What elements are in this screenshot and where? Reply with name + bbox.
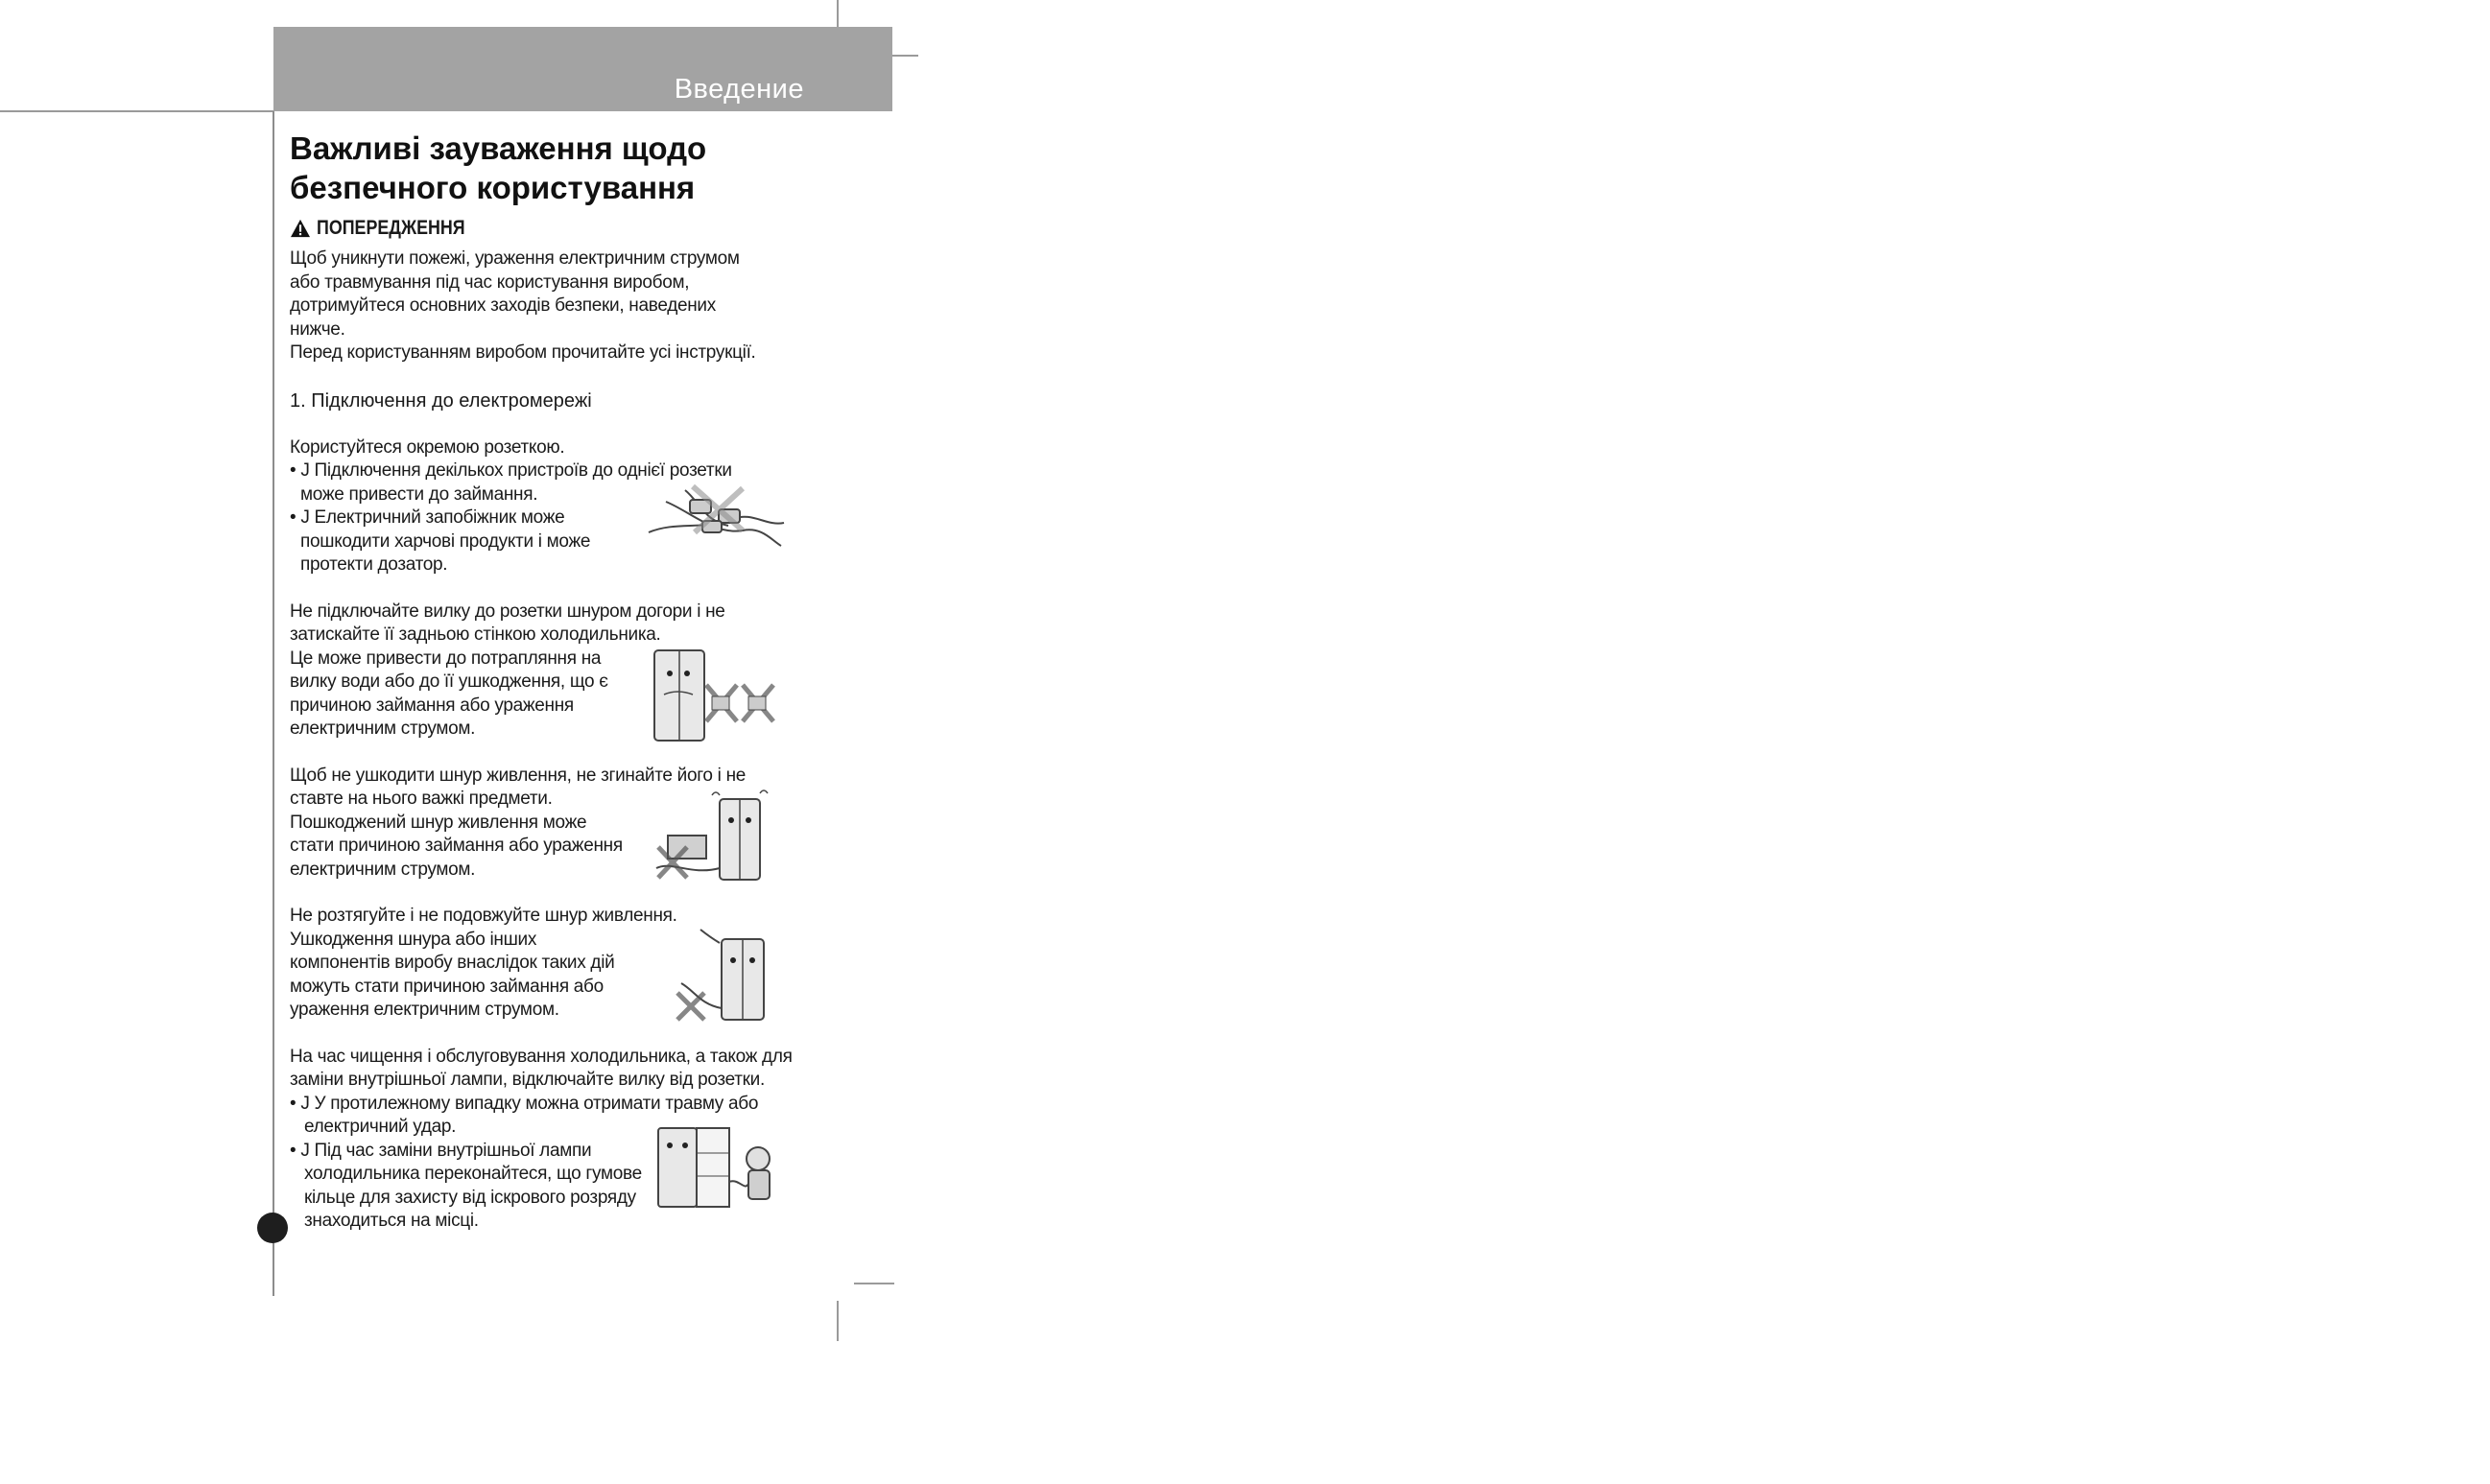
text-line: Не підключайте вилку до розетки шнуром догори і не [290, 601, 725, 622]
text-line: електричним струмом. [290, 859, 476, 880]
crop-mark [854, 1283, 894, 1284]
fridge-heavy-object-illustration [652, 788, 777, 883]
heading-line: Важливі зауваження щодо [290, 130, 707, 166]
safety-item-plug-position [290, 601, 798, 742]
text-line: можуть стати причиною займання або [290, 976, 604, 997]
bullet-line: • J Під час заміни внутрішньої лампи [290, 1140, 592, 1161]
fridge-pulled-cord-illustration [672, 926, 777, 1022]
text-line: компонентів виробу внаслідок таких дій [290, 953, 615, 973]
text-line: заміни внутрішньої лампи, відключайте вилку від розетки. [290, 1070, 765, 1090]
crop-mark [837, 1301, 839, 1341]
bullet-line: може привести до займання. [300, 483, 538, 505]
text-line: Не розтягуйте і не подовжуйте шнур живлення. [290, 906, 677, 926]
page-margin-rule [273, 111, 274, 1296]
warning-text: ПОПЕРЕДЖЕННЯ [317, 217, 465, 239]
text-line: ставте на нього важкі предмети. [290, 789, 553, 809]
text-line: електричним струмом. [290, 718, 476, 739]
safety-item-cord-damage [290, 765, 798, 883]
fridge-plug-illustration [651, 647, 780, 742]
section-header-bar [273, 27, 892, 111]
intro-line: або травмування під час користування виробом, [290, 271, 690, 293]
bullet-line: • J Підключення декількох пристроїв до однієї розетки [290, 460, 732, 481]
intro-line: Щоб уникнути пожежі, ураження електричним струмом [290, 248, 740, 269]
bullet-line: протекти дозатор. [300, 554, 448, 575]
page-marker [257, 1213, 288, 1243]
bullet-line: холодильника переконайтеся, що гумове [304, 1164, 642, 1184]
warning-triangle-icon [290, 219, 311, 238]
page-content [290, 129, 798, 1234]
text-line: вилку води або до її ушкодження, що є [290, 671, 608, 692]
page-heading [290, 129, 798, 207]
text-line: Щоб не ушкодити шнур живлення, не згинайте його і не [290, 765, 747, 786]
section-title: Введение [674, 74, 804, 105]
section-heading: 1. Підключення до електромережі [290, 389, 592, 412]
text-line: затискайте її задньою стінкою холодильника. [290, 624, 661, 645]
bullet-line: • J У протилежному випадку можна отримати травму або [290, 1093, 759, 1114]
bullet-line: пошкодити харчові продукти і може [300, 530, 591, 552]
text-line: причиною займання або ураження [290, 695, 574, 716]
intro-line: Перед користуванням виробом прочитайте усі інструкції. [290, 342, 756, 363]
text-line: Пошкоджений шнур живлення може [290, 812, 587, 833]
safety-item-outlet [290, 436, 798, 577]
safety-item-cleaning [290, 1046, 798, 1234]
bullet-line: електричний удар. [304, 1117, 457, 1137]
text-line: Ушкодження шнура або інших [290, 929, 537, 950]
bullet-line: знаходиться на місці. [304, 1211, 479, 1231]
text-line: ураження електричним струмом. [290, 1000, 559, 1020]
crop-mark [0, 110, 273, 112]
safety-item-cord-extension [290, 905, 798, 1023]
text-line: На час чищення і обслуговування холодильника, а також для [290, 1046, 793, 1067]
text-line: Це може привести до потрапляння на [290, 648, 602, 669]
heading-line: безпечного користування [290, 170, 696, 205]
intro-line: дотримуйтеся основних заходів безпеки, наведених [290, 295, 716, 316]
bullet-line: • J Електричний запобіжник може [290, 507, 565, 528]
bullet-line: кільце для захисту від іскрового розряду [304, 1187, 636, 1208]
item-lead: Користуйтеся окремою розеткою. [290, 436, 565, 458]
fridge-lamp-illustration [654, 1124, 779, 1211]
intro-line: нижче. [290, 318, 345, 340]
intro-paragraph [290, 247, 798, 365]
crop-mark [837, 0, 839, 29]
warning-label [290, 217, 798, 240]
tangled-plugs-illustration [647, 483, 786, 550]
text-line: стати причиною займання або ураження [290, 836, 623, 856]
